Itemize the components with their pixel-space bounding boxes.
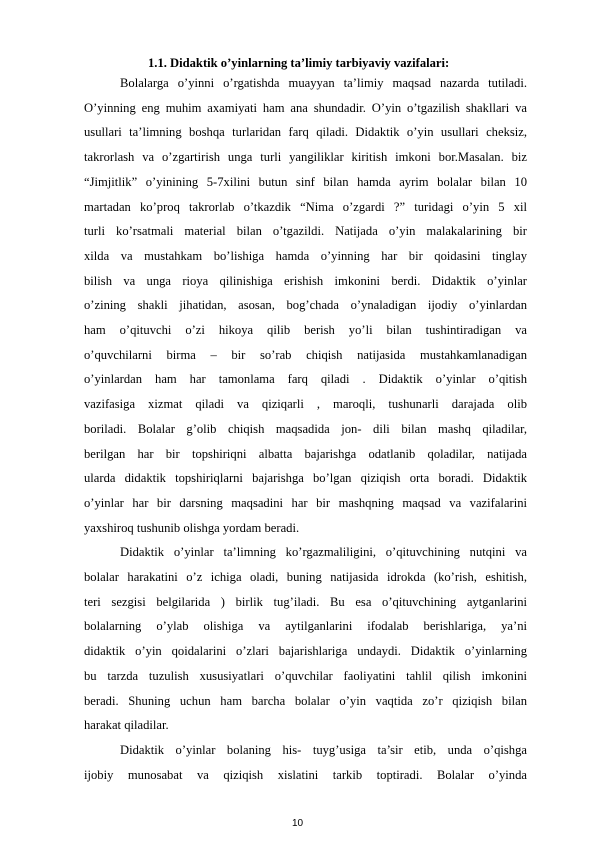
paragraph-1-line: ularda didaktik topshiriqlarni bajarishga bo’lgan qiziqish orta boradi. Didaktik [84,471,527,486]
paragraph-1-line: o’zining shakli jihatidan, asosan, bog’chada o’ynaladigan ijodiy o’yinlardan [84,298,527,313]
paragraph-1-line: turli ko’rsatmali material bilan o’tgazildi. Natijada o’yin malakalarining bir [84,224,527,239]
paragraph-1-line: ham o’qituvchi o’zi hikoya qilib berish yo’li bilan tushintiradigan va [84,323,527,337]
paragraph-3-line: Didaktik o’yinlar bolaning his- tuyg’usiga ta’sir etib, unda o’qishga [120,742,527,757]
paragraph-1-line: o’yinlar har bir darsning maqsadini har bir mashqning maqsad va vazifalarini [84,495,527,510]
paragraph-2-line: bu tarzda tuzulish xususiyatlari o’quvchilar faoliyatini tahlil qilish imkonini [84,668,527,683]
paragraph-1-line: takrorlash va o’zgartirish unga turli yangiliklar kiritish imkoni bor.Masalan. biz [84,150,527,165]
paragraph-1-line: xilda va mustahkam bo’lishiga hamda o’yinning har bir qoidasini tinglay [84,248,527,263]
paragraph-1-line: “Jimjitlik” o’yinining 5-7xilini butun sinf bilan hamda ayrim bolalar bilan 10 [84,174,527,189]
paragraph-1-line: vazifasiga xizmat qiladi va qiziqarli , maroqli, tushunarli darajada olib [84,397,527,412]
paragraph-2-line: bolalarning o’ylab olishiga va aytilganlarini ifodalab berishlariga, ya’ni [84,619,527,634]
paragraph-1-line: O’yinning eng muhim axamiyati ham ana shundadir. O’yin o’tgazilish shakllari va [84,100,527,115]
paragraph-1-line: Bolalarga o’yinni o’rgatishda muayyan ta’limiy maqsad nazarda tutiladi. [120,76,527,90]
paragraph-1-line: o’quvchilarni birma – bir so’rab chiqish natijasida mustahkamlanadigan [84,347,527,362]
paragraph-2-line: Didaktik o’yinlar ta’limning ko’rgazmaliligini, o’qituvchining nutqini va [120,545,527,560]
paragraph-1-line: o’yinlardan ham har tamonlama farq qiladi . Didaktik o’yinlar o’qitish [84,372,527,387]
paragraph-2-line: teri sezgisi belgilarida ) birlik tug’iladi. Bu esa o’qituvchining aytganlarini [84,594,527,609]
paragraph-2-line: harakat qiladilar. [84,718,169,733]
page-number: 10 [291,818,304,829]
section-heading: 1.1. Didaktik o’yinlarning ta’limiy tarbiyaviy vazifalari: [148,56,450,70]
paragraph-1-line: berilgan har bir topshiriqni albatta bajarishga odatlanib qoladilar, natijada [84,446,527,461]
paragraph-1-line: boriladi. Bolalar g’olib chiqish maqsadida jon- dili bilan mashq qiladilar, [84,421,527,436]
paragraph-2-line: didaktik o’yin qoidalarini o’zlari bajarishlariga undaydi. Didaktik o’yinlarning [84,644,527,659]
paragraph-3-line: ijobiy munosabat va qiziqish xislatini tarkib toptiradi. Bolalar o’yinda [84,767,527,782]
paragraph-2-line: bolalar harakatini o’z ichiga oladi, buning natijasida idrokda (ko’rish, eshitish, [84,570,527,584]
paragraph-1-line: martadan ko’proq takrorlab o’tkazdik “Nima o’zgardi ?” turidagi o’yin 5 xil [84,199,527,214]
paragraph-1-line: bilish va unga rioya qilinishiga erishish imkonini berdi. Didaktik o’yinlar [84,273,527,288]
paragraph-2-line: beradi. Shuning uchun ham barcha bolalar o’yin vaqtida zo’r qiziqish bilan [84,693,527,708]
paragraph-1-line: usullari ta’limning boshqa turlaridan farq qiladi. Didaktik o’yin usullari cheksiz, [84,125,527,140]
paragraph-1-line: yaxshiroq tushunib olishga yordam beradi. [84,520,300,535]
